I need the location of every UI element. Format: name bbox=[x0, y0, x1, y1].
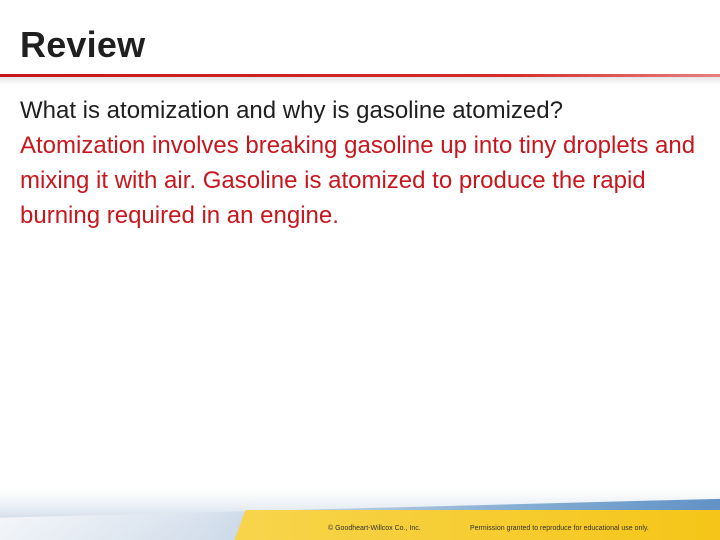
copyright-text: © Goodheart-Willcox Co., Inc. bbox=[328, 525, 421, 532]
title-bar bbox=[0, 0, 720, 74]
title-divider-shadow bbox=[0, 77, 720, 85]
permission-text: Permission granted to reproduce for educational use only. bbox=[470, 525, 649, 532]
review-answer: Atomization involves breaking gasoline up into tiny droplets and mixing it with air. Gasoline is atomized to produce the rapid burning required in an engine. bbox=[20, 132, 696, 229]
review-question: What is atomization and why is gasoline atomized? bbox=[20, 97, 563, 124]
slide-title: Review bbox=[20, 24, 146, 65]
slide-content bbox=[20, 93, 700, 233]
